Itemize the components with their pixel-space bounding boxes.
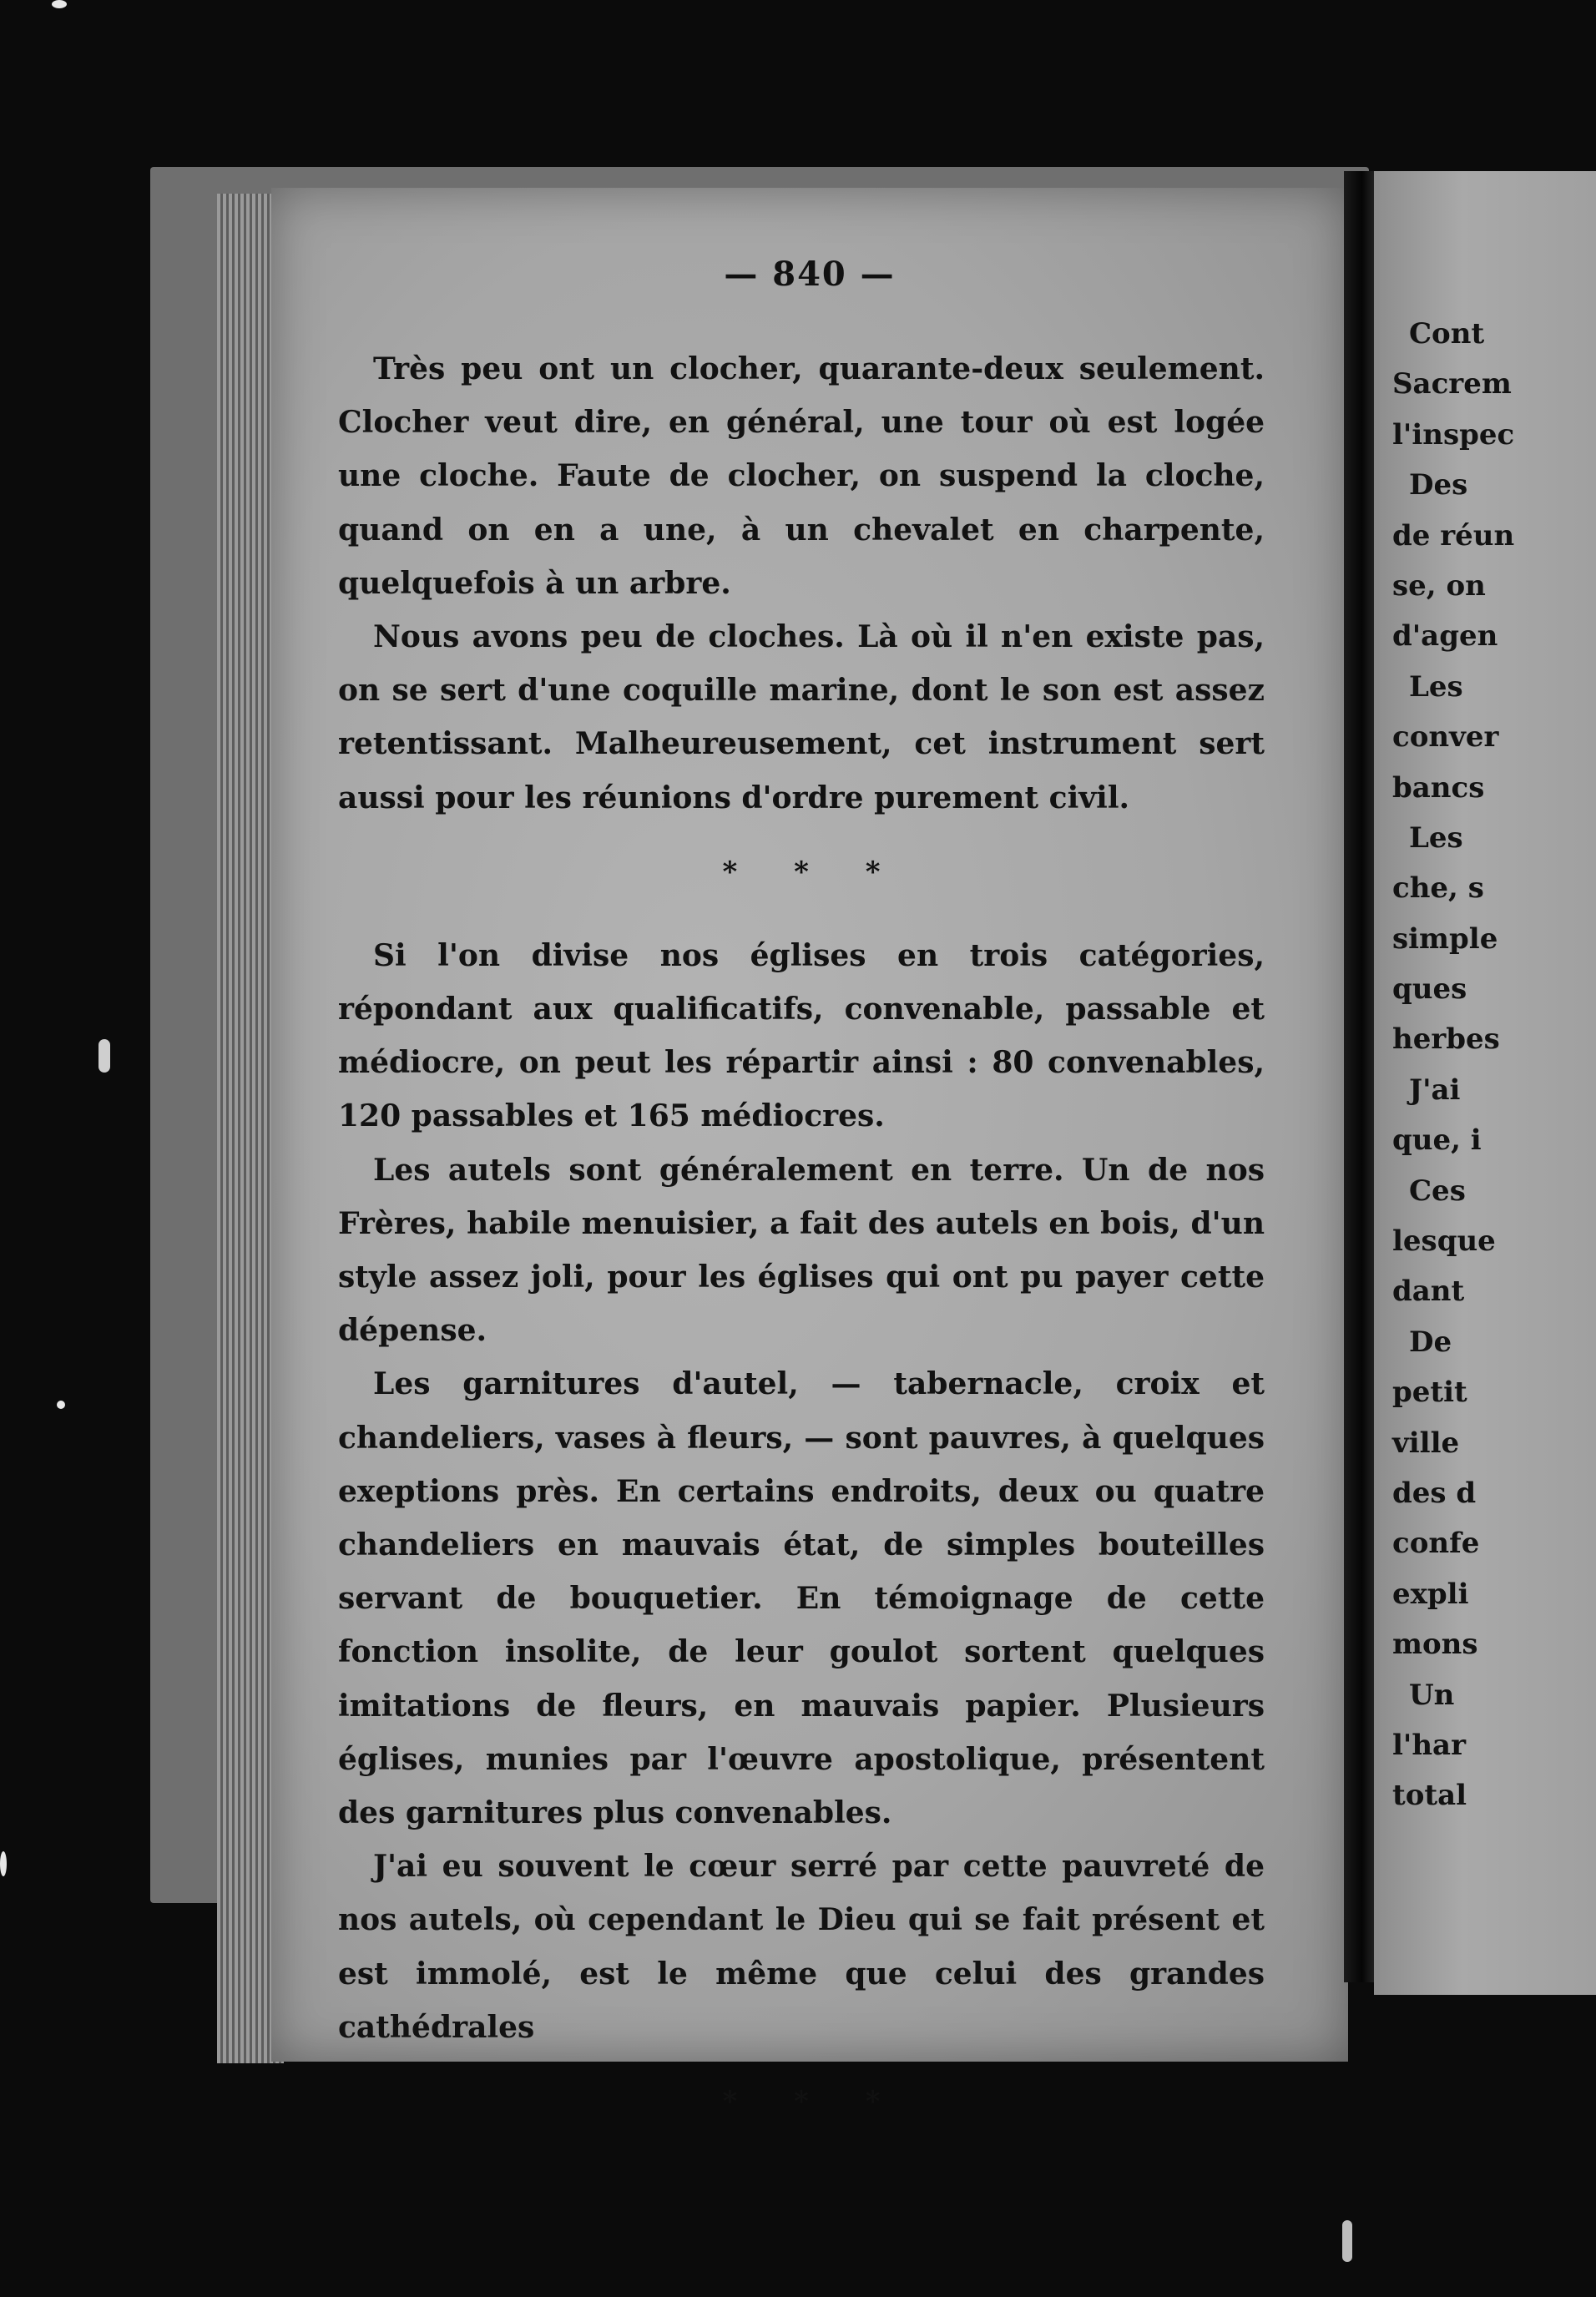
right-page-line: l'inspec — [1392, 417, 1515, 452]
scan-artifact — [57, 1401, 65, 1409]
right-page-line: l'har — [1392, 1728, 1466, 1762]
paragraph-pauvrete: J'ai eu souvent le cœur serré par cette pauvreté de nos autels, où cependant le Dieu qui se fait présent et est immolé, est le même que celui des grandes cathédrales — [338, 1849, 1265, 2045]
right-page-line: Les — [1409, 820, 1463, 855]
right-page-line: J'ai — [1409, 1073, 1461, 1107]
right-page-line: dant — [1392, 1275, 1465, 1309]
right-page-line: mons — [1392, 1628, 1478, 1662]
page-text — [338, 342, 1265, 2158]
paragraph-clocher: Très peu ont un clocher, quarante-deux seulement. Clocher veut dire, en général, une tour où est logée une cloche. Faute de clocher, on suspend la cloche, quand on en a une, à un chevalet en charpente, quelquefois à un arbre. — [338, 351, 1265, 601]
right-page-line: De — [1409, 1325, 1452, 1359]
right-page-line: d'agen — [1392, 619, 1498, 654]
section-separator: * * * — [722, 2085, 904, 2119]
right-page-text — [1374, 309, 1596, 1821]
paragraph-autels: Les autels sont généralement en terre. Un de nos Frères, habile menuisier, a fait des autels en bois, d'un style assez joli, pour les églises qui ont pu payer cette dépense. — [338, 1152, 1265, 1349]
right-page-line: Sacrem — [1392, 367, 1512, 401]
right-page-line: petit — [1392, 1376, 1467, 1410]
paragraph-cloches: Nous avons peu de cloches. Là où il n'en existe pas, on se sert d'une coquille marine, dont le son est assez retentissant. Malheureusement, cet instrument sert aussi pour les réunions d'ordre purement civil. — [338, 619, 1265, 815]
right-page-line: expli — [1392, 1577, 1469, 1611]
scan-artifact — [0, 1851, 7, 1876]
scan-artifact — [1342, 2220, 1352, 2262]
right-page-line: Des — [1409, 468, 1468, 502]
right-page-line: Un — [1409, 1678, 1455, 1712]
book-gutter — [1344, 171, 1374, 1982]
page-number: — 840 — — [724, 255, 896, 294]
paragraph-garnitures: Les garnitures d'autel, — tabernacle, croix et chandeliers, vases à fleurs, — sont pauvres, à quelques exeptions près. En certains endroits, deux ou quatre chandeliers en mauvais état, de simples bouteilles servant de bouquetier. En témoignage de cette fonction insolite, de leur goulot sortent quelques imitations de fleurs, en mauvais papier. Plusieurs églises, munies par l'œuvre apostolique, présentent des garnitures plus convenables. — [338, 1366, 1265, 1831]
right-page-line: se, on — [1392, 568, 1486, 603]
left-page — [271, 188, 1348, 2119]
right-page-line: che, s — [1392, 871, 1484, 906]
right-page-line: confe — [1392, 1527, 1480, 1561]
right-page-line: Cont — [1409, 317, 1485, 351]
right-page-line: Les — [1409, 669, 1463, 704]
right-page-line: herbes — [1392, 1022, 1500, 1057]
right-page-line: ques — [1392, 972, 1467, 1007]
scan-artifact — [98, 1039, 110, 1073]
scan-artifact — [52, 0, 67, 8]
section-separator: * * * — [722, 855, 904, 889]
right-page-line: conver — [1392, 720, 1499, 755]
right-page-line: simple — [1392, 921, 1498, 956]
right-page-line: Ces — [1409, 1174, 1466, 1208]
right-page-line: total — [1392, 1779, 1467, 1813]
right-page-line: de réun — [1392, 518, 1515, 553]
right-page-line: lesque — [1392, 1224, 1496, 1259]
right-page-line: bancs — [1392, 770, 1485, 805]
right-page-line: ville — [1392, 1426, 1460, 1460]
right-page-line: des d — [1392, 1476, 1477, 1510]
right-page — [1374, 171, 1596, 1995]
right-page-line: que, i — [1392, 1123, 1482, 1158]
paragraph-categories: Si l'on divise nos églises en trois catégories, répondant aux qualificatifs, convenable, passable et médiocre, on peut les répartir ainsi : 80 convenables, 120 passables et 165 médiocres. — [338, 937, 1265, 1134]
